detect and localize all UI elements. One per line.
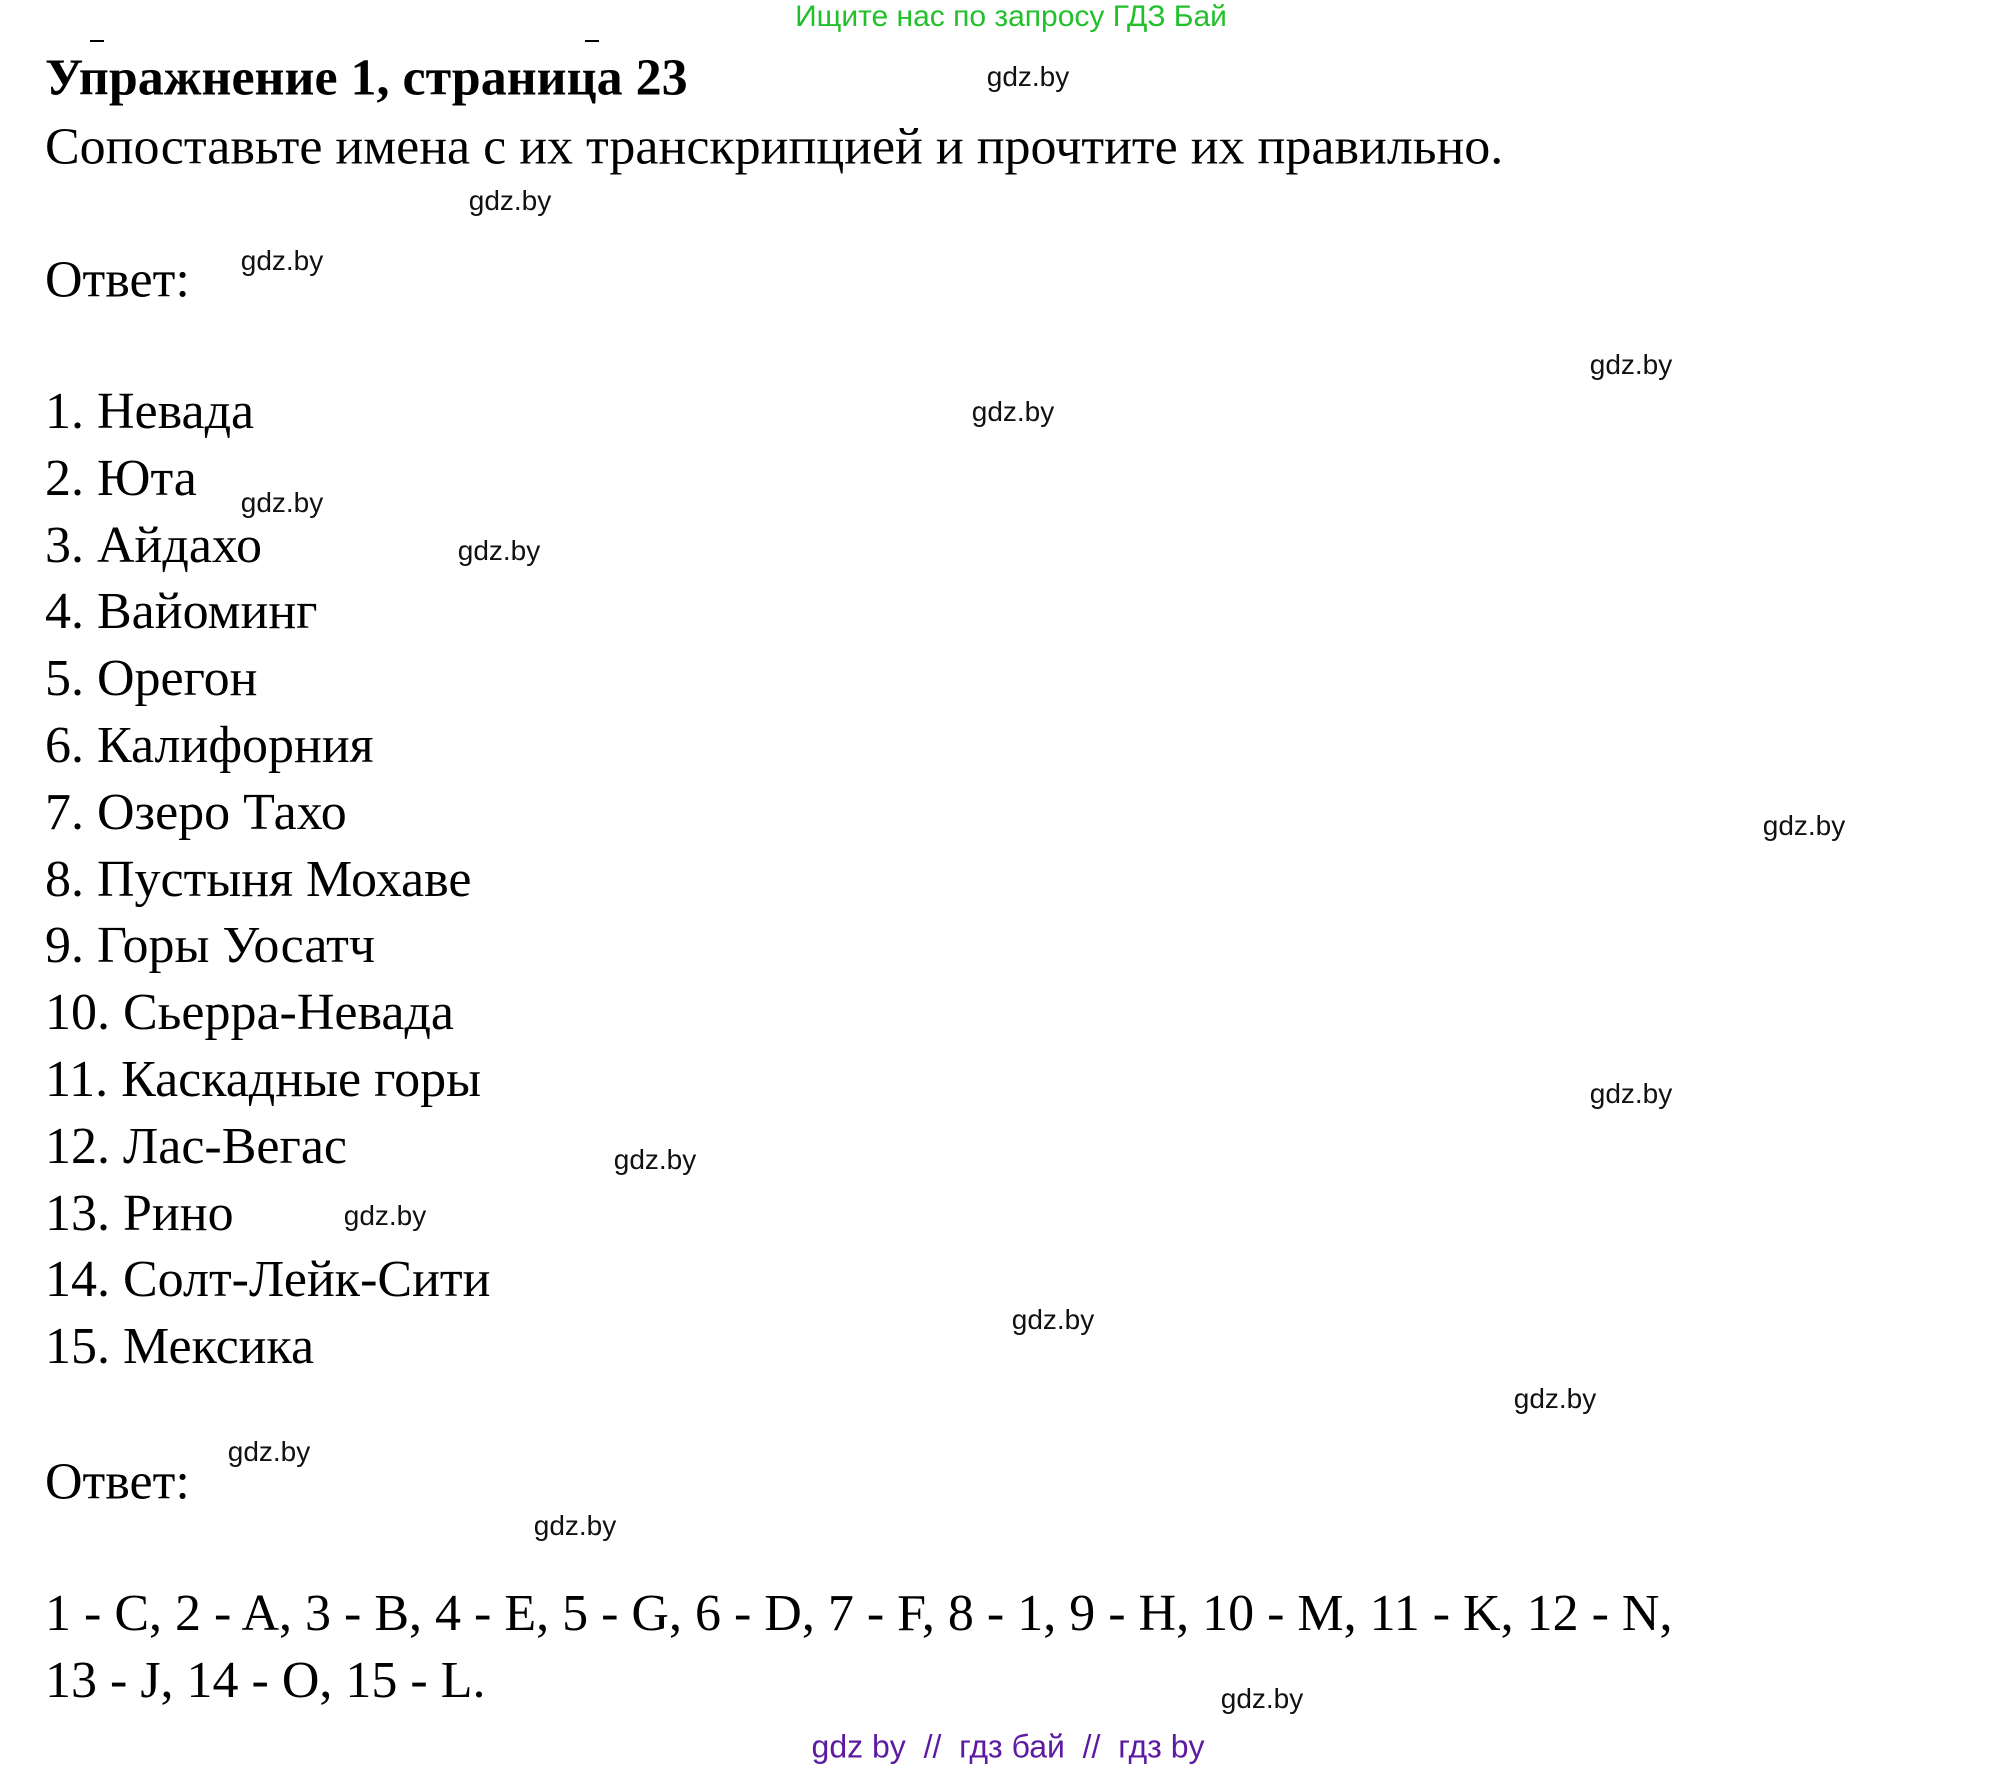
- watermark: gdz.by: [1762, 810, 1846, 841]
- watermark: gdz.by: [1220, 1683, 1304, 1714]
- list-item: 9. Горы Уосатч: [45, 917, 376, 975]
- list-item: 2. Юта: [45, 449, 197, 507]
- list-item: 3. Айдахо: [45, 516, 262, 574]
- answer-label: Ответ:: [45, 251, 190, 309]
- page-title: Упражнение 1, страница 23: [45, 49, 688, 107]
- list-item: 13. Рино: [45, 1184, 234, 1242]
- watermark: gdz.by: [1513, 1383, 1597, 1414]
- list-item: 10. Сьерра-Невада: [45, 984, 454, 1042]
- watermark: gdz.by: [468, 185, 552, 216]
- watermark: gdz.by: [971, 396, 1055, 427]
- watermark: gdz.by: [1011, 1304, 1095, 1335]
- list-item: 6. Калифорния: [45, 716, 374, 774]
- watermark: gdz.by: [1589, 349, 1673, 380]
- list-item: 8. Пустыня Мохаве: [45, 850, 472, 908]
- answer-line: 13 - J, 14 - O, 15 - L.: [45, 1652, 486, 1709]
- footer-links[interactable]: gdz by // гдз бай // гдз by: [811, 1728, 1205, 1765]
- decor-dash: [90, 40, 104, 42]
- list-item: 12. Лас-Вегас: [45, 1117, 347, 1175]
- watermark: gdz.by: [986, 61, 1070, 92]
- watermark: gdz.by: [227, 1436, 311, 1467]
- exercise-instruction: Сопоставьте имена с их транскрипцией и прочтите их правильно.: [45, 118, 1504, 176]
- list-item: 14. Солт-Лейк-Сити: [45, 1251, 491, 1309]
- watermark: gdz.by: [613, 1144, 697, 1175]
- watermark: gdz.by: [1589, 1078, 1673, 1109]
- list-item: 15. Мексика: [45, 1318, 315, 1376]
- answer-line: 1 - C, 2 - A, 3 - B, 4 - E, 5 - G, 6 - D, 7 - F, 8 - 1, 9 - H, 10 - M, 11 - K, 12 - N,: [45, 1585, 1673, 1642]
- watermark: gdz.by: [343, 1200, 427, 1231]
- answer-label: Ответ:: [45, 1453, 190, 1511]
- decor-dash: [585, 40, 599, 42]
- list-item: 7. Озеро Тахо: [45, 783, 347, 841]
- list-item: 1. Невада: [45, 383, 255, 440]
- watermark: gdz.by: [533, 1510, 617, 1541]
- list-item: 5. Орегон: [45, 650, 258, 708]
- watermark: gdz.by: [240, 245, 324, 276]
- list-item: 4. Вайоминг: [45, 583, 318, 641]
- answer-key: [45, 1580, 1672, 1714]
- watermark: gdz.by: [240, 487, 324, 518]
- promo-banner[interactable]: Ищите нас по запросу ГДЗ Бай: [795, 0, 1227, 33]
- list-item: 11. Каскадные горы: [45, 1050, 482, 1108]
- watermark: gdz.by: [457, 535, 541, 566]
